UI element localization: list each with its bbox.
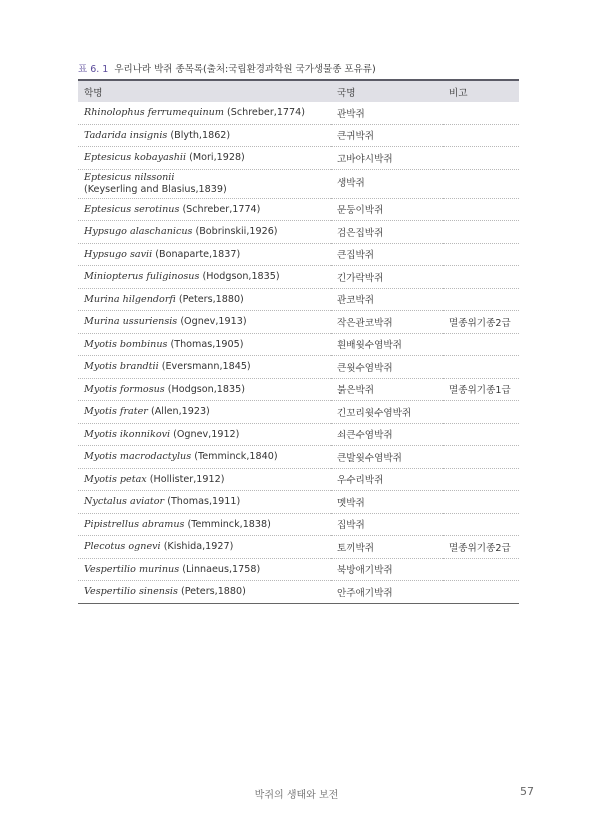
table-row: [78, 468, 519, 491]
table-row: [78, 198, 519, 221]
author-year: (Schreber,1774): [227, 107, 305, 119]
table-row: [78, 446, 519, 469]
table-row: [78, 558, 519, 581]
scientific-name-cell: [78, 198, 331, 221]
table-header-row: [78, 80, 519, 102]
scientific-name: Hypsugo savii: [84, 248, 153, 260]
note-cell: 멸종위기종2급: [443, 536, 519, 559]
scientific-name: Myotis frater: [84, 406, 148, 418]
scientific-name: Murina ussuriensis: [84, 316, 178, 328]
table-row: [78, 102, 519, 124]
scientific-name-cell: [78, 468, 331, 491]
korean-name-cell: 집박쥐: [331, 513, 443, 536]
note-cell: [443, 581, 519, 604]
scientific-name: Myotis petax: [84, 473, 147, 485]
author-year: (Hodgson,1835): [167, 383, 245, 395]
scientific-name: Plecotus ognevi: [84, 541, 161, 553]
korean-name-cell: 안주애기박쥐: [331, 581, 443, 604]
footer-book-title: 박쥐의 생태와 보전: [254, 790, 339, 801]
table-row: [78, 169, 519, 198]
table-row: [78, 288, 519, 311]
scientific-name-cell: [78, 356, 331, 379]
note-cell: [443, 446, 519, 469]
note-cell: [443, 102, 519, 124]
korean-name-cell: 검은집박쥐: [331, 221, 443, 244]
note-cell: [443, 266, 519, 289]
note-cell: 멸종위기종1급: [443, 378, 519, 401]
author-year: (Thomas,1911): [167, 496, 241, 508]
header-korean-name: 국명: [331, 80, 443, 102]
scientific-name: Nyctalus aviator: [84, 496, 165, 508]
scientific-name: Myotis macrodactylus: [84, 451, 192, 463]
note-cell: [443, 288, 519, 311]
note-cell: [443, 333, 519, 356]
table-row: [78, 356, 519, 379]
scientific-name: Myotis formosus: [84, 383, 165, 395]
author-year: (Allen,1923): [150, 406, 210, 418]
author-year: (Hollister,1912): [149, 473, 225, 485]
table-body: [78, 102, 519, 603]
korean-name-cell: 큰귀박쥐: [331, 124, 443, 147]
korean-name-cell: 관박쥐: [331, 102, 443, 124]
author-year: (Ognev,1913): [180, 316, 247, 328]
note-cell: [443, 243, 519, 266]
table-number: 표 6. 1: [78, 64, 109, 75]
author-year: (Peters,1880): [180, 586, 246, 598]
korean-name-cell: 생박쥐: [331, 169, 443, 198]
scientific-name: Vespertilio sinensis: [84, 586, 178, 598]
table-row: [78, 401, 519, 424]
scientific-name-cell: [78, 401, 331, 424]
author-year: (Temminck,1840): [194, 451, 278, 463]
author-year: (Mori,1928): [189, 152, 245, 164]
note-cell: [443, 513, 519, 536]
author-year: (Schreber,1774): [182, 203, 261, 215]
table-row: [78, 124, 519, 147]
author-year: (Keyserling and Blasius,1839): [84, 183, 227, 195]
scientific-name-cell: [78, 378, 331, 401]
scientific-name-cell: [78, 558, 331, 581]
scientific-name-cell: [78, 288, 331, 311]
scientific-name-cell: [78, 311, 331, 334]
author-year: (Eversmann,1845): [161, 361, 251, 373]
scientific-name: Tadarida insignis: [84, 129, 168, 141]
scientific-name-cell: [78, 221, 331, 244]
scientific-name-cell: [78, 491, 331, 514]
scientific-name: Hypsugo alaschanicus: [84, 226, 193, 238]
scientific-name-cell: [78, 581, 331, 604]
scientific-name-cell: [78, 147, 331, 170]
korean-name-cell: 큰윗수염박쥐: [331, 356, 443, 379]
table-row: [78, 243, 519, 266]
table-row: [78, 147, 519, 170]
korean-name-cell: 쇠큰수염박쥐: [331, 423, 443, 446]
korean-name-cell: 문둥이박쥐: [331, 198, 443, 221]
table-row: [78, 221, 519, 244]
scientific-name-cell: [78, 266, 331, 289]
korean-name-cell: 관코박쥐: [331, 288, 443, 311]
scientific-name: Pipistrellus abramus: [84, 518, 185, 530]
korean-name-cell: 큰발윗수염박쥐: [331, 446, 443, 469]
korean-name-cell: 흰배윗수염박쥐: [331, 333, 443, 356]
author-year: (Blyth,1862): [170, 129, 231, 141]
scientific-name-cell: [78, 446, 331, 469]
scientific-name: Miniopterus fuliginosus: [84, 271, 200, 283]
table-row: [78, 333, 519, 356]
korean-name-cell: 긴꼬리윗수염박쥐: [331, 401, 443, 424]
page-number: 57: [520, 785, 534, 798]
author-year: (Kishida,1927): [163, 541, 234, 553]
scientific-name: Rhinolophus ferrumequinum: [84, 107, 224, 119]
scientific-name-cell: [78, 169, 331, 198]
scientific-name-cell: [78, 536, 331, 559]
scientific-name-cell: [78, 102, 331, 124]
author-year: (Thomas,1905): [170, 338, 244, 350]
author-year: (Bonaparte,1837): [155, 248, 241, 260]
note-cell: [443, 423, 519, 446]
author-year: (Hodgson,1835): [202, 271, 280, 283]
note-cell: [443, 356, 519, 379]
table-row: [78, 423, 519, 446]
korean-name-cell: 작은관코박쥐: [331, 311, 443, 334]
scientific-name: Eptesicus kobayashii: [84, 152, 187, 164]
korean-name-cell: 우수리박쥐: [331, 468, 443, 491]
scientific-name-cell: [78, 124, 331, 147]
table-row: [78, 581, 519, 604]
table-row: [78, 266, 519, 289]
header-note: 비고: [443, 80, 519, 102]
scientific-name-cell: [78, 513, 331, 536]
scientific-name: Eptesicus serotinus: [84, 203, 180, 215]
korean-name-cell: 멧박쥐: [331, 491, 443, 514]
table-row: [78, 491, 519, 514]
author-year: (Bobrinskii,1926): [195, 226, 278, 238]
note-cell: [443, 401, 519, 424]
scientific-name-cell: [78, 333, 331, 356]
scientific-name-cell: [78, 243, 331, 266]
scientific-name: Myotis ikonnikovi: [84, 428, 171, 440]
note-cell: [443, 198, 519, 221]
header-scientific-name: 학명: [78, 80, 331, 102]
scientific-name: Myotis bombinus: [84, 338, 168, 350]
table-row: [78, 513, 519, 536]
note-cell: [443, 124, 519, 147]
table-row: [78, 311, 519, 334]
scientific-name: Myotis brandtii: [84, 361, 159, 373]
scientific-name: Eptesicus nilssonii: [84, 171, 175, 183]
author-year: (Temminck,1838): [187, 518, 271, 530]
note-cell: [443, 491, 519, 514]
note-cell: [443, 558, 519, 581]
korean-name-cell: 긴가락박쥐: [331, 266, 443, 289]
korean-name-cell: 붉은박쥐: [331, 378, 443, 401]
table-row: [78, 378, 519, 401]
author-year: (Linnaeus,1758): [182, 563, 261, 575]
note-cell: 멸종위기종2급: [443, 311, 519, 334]
korean-name-cell: 토끼박쥐: [331, 536, 443, 559]
author-year: (Peters,1880): [178, 293, 244, 305]
table-caption-text: 우리나라 박쥐 종목록(출처:국립환경과학원 국가생물종 포유류): [114, 64, 376, 75]
bat-species-table: [78, 79, 519, 604]
author-year: (Ognev,1912): [173, 428, 240, 440]
table-caption: [78, 61, 376, 75]
note-cell: [443, 468, 519, 491]
note-cell: [443, 169, 519, 198]
note-cell: [443, 221, 519, 244]
korean-name-cell: 고바야시박쥐: [331, 147, 443, 170]
scientific-name: Vespertilio murinus: [84, 563, 180, 575]
scientific-name-cell: [78, 423, 331, 446]
korean-name-cell: 북방애기박쥐: [331, 558, 443, 581]
scientific-name: Murina hilgendorfi: [84, 293, 176, 305]
korean-name-cell: 큰집박쥐: [331, 243, 443, 266]
table-row: [78, 536, 519, 559]
note-cell: [443, 147, 519, 170]
